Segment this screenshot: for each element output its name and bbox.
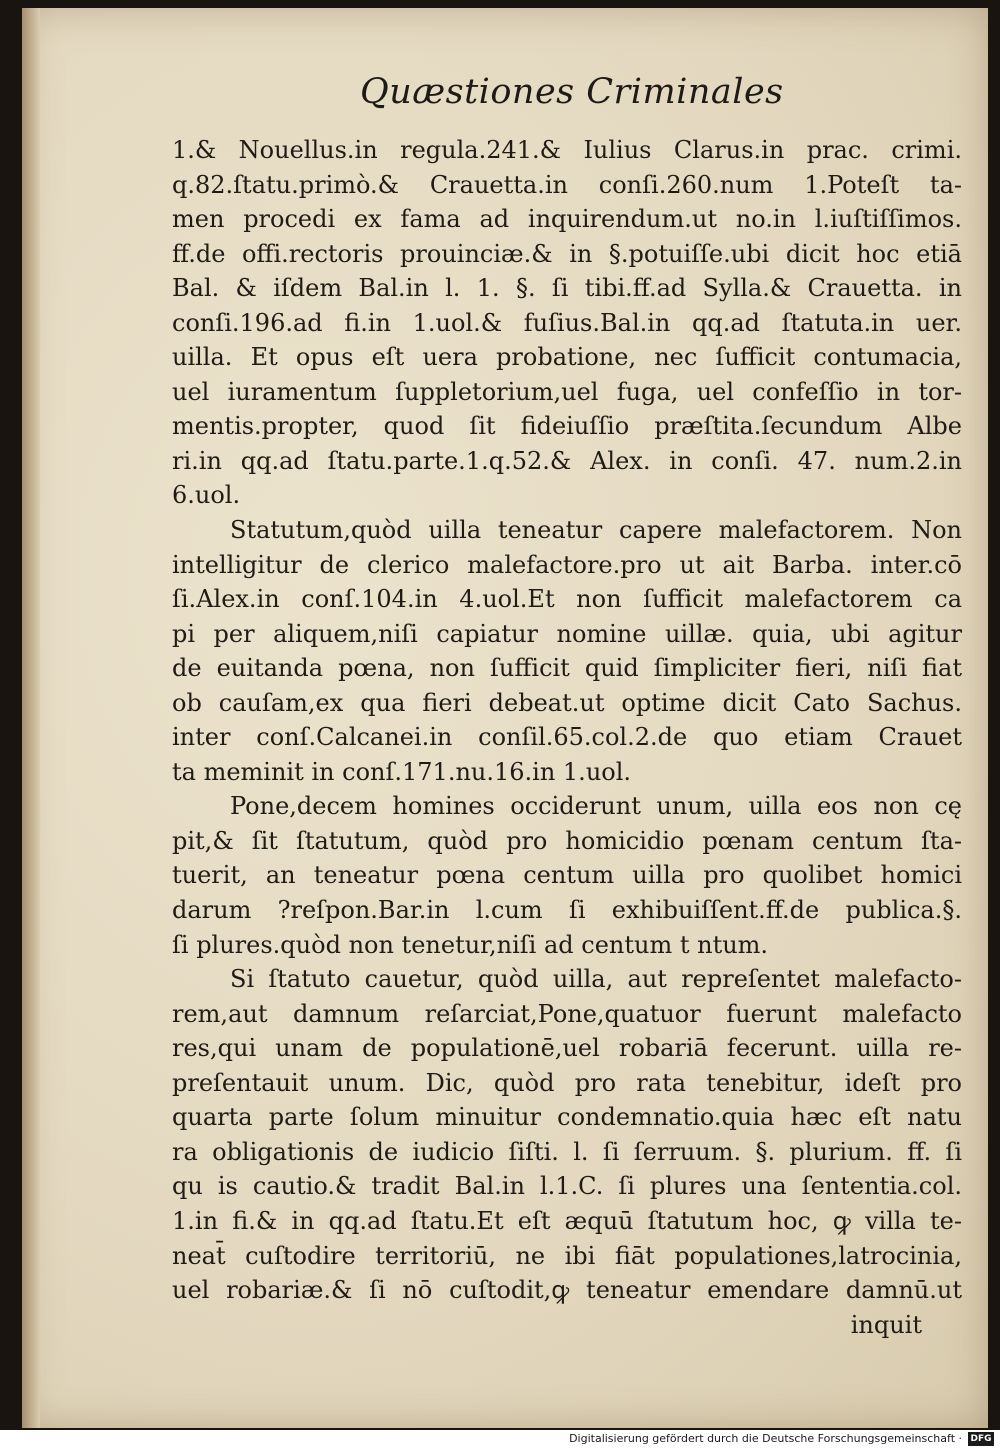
text-line: de euitanda pœna, non ſufficit quid ſimpliciter fieri, niſi fiat <box>172 654 962 683</box>
text-line: ſi plures.quòd non tenetur,niſi ad centum t ntum. <box>172 930 769 959</box>
text-line: mentis.propter, quod ſit fideiuſſio præſtita.ſecundum Albe <box>172 412 962 441</box>
text-line: inter conſ.Calcanei.in conſil.65.col.2.de quo etiam Crauet <box>172 723 962 752</box>
footer-credit: Digitalisierung gefördert durch die Deutsche Forschungsgemeinschaft · <box>569 1432 962 1445</box>
text-line: Pone,decem homines occiderunt unum, uilla eos non cę <box>230 792 962 821</box>
running-header: Quæstiones Criminales <box>360 72 784 112</box>
text-line: 1.& Nouellus.in regula.241.& Iulius Clarus.in prac. crimi. <box>172 136 962 164</box>
text-line: ta meminit in conſ.171.nu.16.in 1.uol. <box>172 757 632 786</box>
text-line: uilla. Et opus eſt uera probatione, nec ſufficit contumacia, <box>172 343 962 372</box>
text-line: ob cauſam,ex qua fieri debeat.ut optime dicit Cato Sachus. <box>172 688 962 717</box>
text-line: quarta parte ſolum minuitur condemnatio.quia hæc eſt natu <box>172 1103 962 1132</box>
text-line: uel robariæ.& ſi nō cuſtodit,ꝙ teneatur emendare damnū.ut <box>172 1276 962 1305</box>
text-line: ri.in qq.ad ſtatu.parte.1.q.52.& Alex. in conſi. 47. num.2.in <box>172 446 962 475</box>
text-line: ra obligationis de iudicio ſiſti. l. ſi ſerruum. §. plurium. ff. ſi <box>172 1137 962 1166</box>
text-line: intelligitur de clerico malefactore.pro ut ait Barba. inter.cō <box>172 550 962 579</box>
dfg-logo-icon: DFG <box>968 1432 994 1446</box>
text-line: tuerit, an teneatur pœna centum uilla pro quolibet homici <box>172 861 962 890</box>
text-line: Statutum,quòd uilla teneatur capere malefactorem. Non <box>230 516 962 545</box>
text-line: rem,aut damnum reſarciat,Pone,quatuor fuerunt malefacto <box>172 999 962 1028</box>
text-line: uel iuramentum ſuppletorium,uel fuga, uel confeſſio in tor- <box>172 377 962 406</box>
text-line: preſentauit unum. Dic, quòd pro rata tenebitur, ideſt pro <box>172 1068 962 1097</box>
text-line: ff.de offi.rectoris prouinciæ.& in §.potuiſſe.ubi dicit hoc etiā <box>172 239 962 268</box>
text-line: Si ſtatuto cauetur, quòd uilla, aut repreſentet malefacto- <box>230 965 962 994</box>
body-text <box>172 133 962 1342</box>
text-line: neat̄ cuſtodire territoriū, ne ibi fiāt populationes,latrocinia, <box>172 1241 962 1270</box>
text-line: res,qui unam de populationē,uel robariā fecerunt. uilla re- <box>172 1034 962 1063</box>
text-line: darum ?reſpon.Bar.in l.cum ſi exhibuiſſent.ff.de publica.§. <box>172 896 962 925</box>
text-line: pit,& ſit ſtatutum, quòd pro homicidio pœnam centum ſta- <box>172 826 962 855</box>
text-line: q.82.ſtatu.primò.& Crauetta.in conſi.260.num 1.Poteſt ta- <box>172 170 962 199</box>
catchword: inquit <box>850 1310 922 1339</box>
text-line: Bal. & iſdem Bal.in l. 1. §. ſi tibi.ff.ad Sylla.& Crauetta. in <box>172 274 962 303</box>
text-line: pi per aliquem,niſi capiatur nomine uillæ. quia, ubi agitur <box>172 619 962 648</box>
text-line: ſi.Alex.in conſ.104.in 4.uol.Et non ſufficit malefactorem ca <box>172 585 962 614</box>
text-line: men procedi ex fama ad inquirendum.ut no.in l.iuſtiſſimos. <box>172 205 962 234</box>
text-line: 1.in fi.& in qq.ad ſtatu.Et eſt æquū ſtatutum hoc, ꝙ villa te- <box>172 1206 962 1235</box>
text-line: qu is cautio.& tradit Bal.in l.1.C. ſi plures una ſententia.col. <box>172 1172 962 1201</box>
text-line: conſi.196.ad fi.in 1.uol.& fuſius.Bal.in qq.ad ſtatuta.in uer. <box>172 308 962 337</box>
page-binding-edge <box>22 8 40 1428</box>
text-line: 6.uol. <box>172 481 241 510</box>
